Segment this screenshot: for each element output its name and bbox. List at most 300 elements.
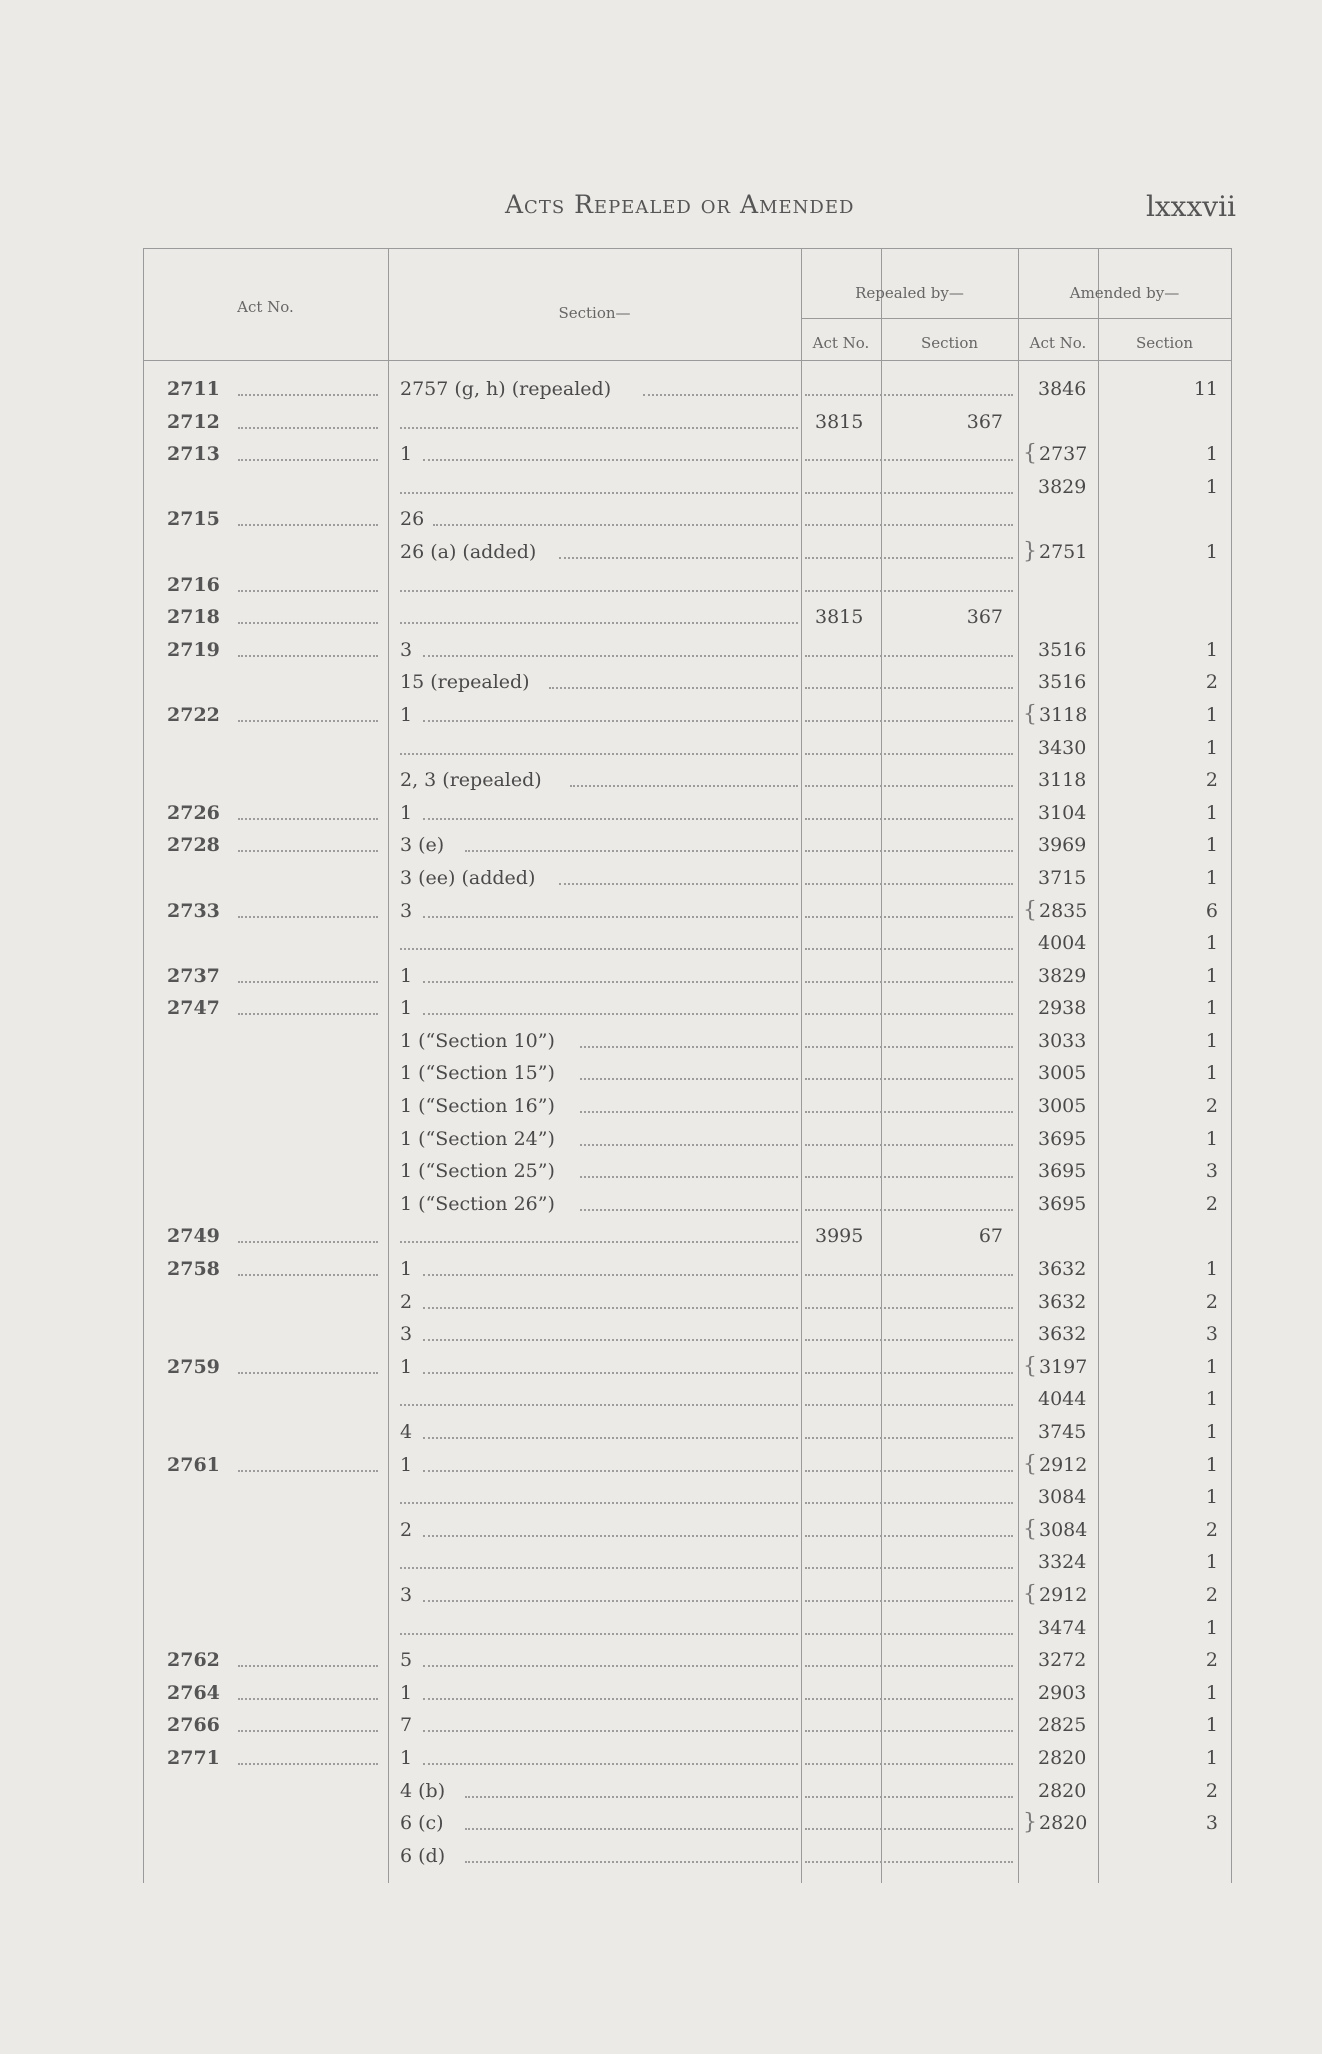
header-act-no: Act No. xyxy=(237,298,294,316)
amended-act-number xyxy=(1038,1481,1086,1514)
repealed-section-number xyxy=(903,992,1003,1025)
amended-section-number: 2 xyxy=(1205,1583,1218,1606)
act-number: 2719 xyxy=(167,638,220,661)
amended-act-text: 2820 xyxy=(1039,1812,1088,1835)
table-row xyxy=(143,1220,1233,1253)
amended-act-text: 3632 xyxy=(1038,1323,1087,1346)
amended-act-number xyxy=(1038,1546,1086,1579)
table-row xyxy=(143,862,1233,895)
amended-act-text: 2835 xyxy=(1039,899,1088,922)
leader-dots xyxy=(400,1404,798,1406)
leader-dots xyxy=(580,1176,798,1178)
section-reference xyxy=(400,569,945,602)
leader-dots xyxy=(423,1339,799,1341)
leader-dots xyxy=(423,1274,799,1276)
section-reference: 1 xyxy=(400,703,413,726)
table-row xyxy=(143,406,1233,439)
amended-act-text: 3197 xyxy=(1039,1355,1088,1378)
leader-dots xyxy=(400,590,798,592)
section-reference: 1 xyxy=(400,997,413,1020)
amended-act-text: 3430 xyxy=(1038,736,1087,759)
amended-act-text: 2751 xyxy=(1039,540,1088,563)
amended-section-number xyxy=(1123,1220,1218,1253)
table-row xyxy=(143,1188,1233,1221)
amended-act-text: 3118 xyxy=(1039,703,1088,726)
act-number: 2758 xyxy=(167,1258,220,1281)
amended-act-text: 2938 xyxy=(1038,997,1087,1020)
table-rule xyxy=(801,318,1231,319)
amended-section-number: 1 xyxy=(1205,703,1218,726)
header-amended-by: Amended by— xyxy=(1069,284,1180,302)
repealed-section-number xyxy=(903,829,1003,862)
section-reference: 1 xyxy=(400,1746,413,1769)
table-row xyxy=(143,1775,1233,1808)
amended-act-number xyxy=(1038,634,1086,667)
leader-dots xyxy=(238,1274,378,1276)
section-reference: 3 xyxy=(400,638,413,661)
leader-dots xyxy=(580,1111,798,1113)
amended-act-text: 3745 xyxy=(1038,1421,1087,1443)
brace-glyph: { xyxy=(1023,701,1037,727)
repealed-section-number xyxy=(903,1025,1003,1058)
table-row xyxy=(143,1840,1233,1873)
amended-section-number: 1 xyxy=(1205,1616,1218,1639)
amended-section-number: 1 xyxy=(1205,997,1218,1020)
repealed-section-number xyxy=(903,1155,1003,1188)
leader-dots xyxy=(400,492,798,494)
amended-act-number xyxy=(1038,1677,1086,1710)
table-row xyxy=(143,1481,1233,1514)
repealed-section-number xyxy=(903,1057,1003,1090)
amended-act-number xyxy=(1023,438,1087,471)
amended-section-number: 1 xyxy=(1205,1551,1218,1574)
amended-act-text: 3084 xyxy=(1038,1486,1087,1509)
section-reference xyxy=(400,1383,945,1416)
amended-act-number xyxy=(1023,1514,1087,1547)
act-number: 2716 xyxy=(167,573,220,596)
amended-section-number: 2 xyxy=(1205,1095,1218,1118)
amended-act-number xyxy=(1038,1253,1086,1286)
amended-act-text: 2820 xyxy=(1038,1779,1087,1802)
repealed-section-number xyxy=(903,895,1003,928)
amended-section-number: 1 xyxy=(1205,1453,1218,1476)
act-number: 2762 xyxy=(167,1649,220,1672)
amended-act-text: 3969 xyxy=(1038,834,1087,857)
section-reference: 3 (e) xyxy=(400,834,445,857)
amended-section-number: 1 xyxy=(1205,1421,1218,1443)
page-title: Acts Repealed or Amended xyxy=(505,190,855,219)
amended-act-text: 2912 xyxy=(1039,1583,1088,1606)
act-number: 2764 xyxy=(167,1681,220,1704)
amended-act-text: 4044 xyxy=(1038,1388,1087,1411)
header-amended-section: Section xyxy=(1135,334,1194,352)
leader-dots xyxy=(423,1665,799,1667)
act-number: 2718 xyxy=(167,606,220,629)
amended-act-number xyxy=(1038,1775,1086,1808)
amended-section-number: 11 xyxy=(1193,378,1218,400)
leader-dots xyxy=(238,655,378,657)
section-reference: 2, 3 (repealed) xyxy=(400,769,542,792)
repealed-act-number: 3815 xyxy=(815,606,864,629)
leader-dots xyxy=(559,883,798,885)
repealed-section-number: 67 xyxy=(978,1225,1003,1248)
amended-act-number xyxy=(1038,1742,1086,1775)
header-repealed-by: Repealed by— xyxy=(855,284,964,302)
leader-dots xyxy=(238,818,378,820)
table-row xyxy=(143,1383,1233,1416)
leader-dots xyxy=(238,916,378,918)
leader-dots xyxy=(549,687,799,689)
brace-glyph: { xyxy=(1023,897,1037,923)
section-reference: 3 xyxy=(400,1323,413,1346)
table-row xyxy=(143,797,1233,830)
section-reference xyxy=(400,1546,945,1579)
amended-act-number xyxy=(1038,1286,1086,1319)
section-reference: 26 xyxy=(400,508,425,531)
amended-act-text: 2825 xyxy=(1038,1714,1087,1737)
brace-glyph: { xyxy=(1023,1516,1037,1542)
table-row xyxy=(143,829,1233,862)
table-row xyxy=(143,1579,1233,1612)
leader-dots xyxy=(423,1698,799,1700)
repealed-section-number xyxy=(903,503,1003,536)
repealed-section-number xyxy=(903,666,1003,699)
section-reference: 4 xyxy=(400,1421,413,1443)
act-number: 2759 xyxy=(167,1355,220,1378)
amended-act-text: 3829 xyxy=(1038,964,1087,987)
leader-dots xyxy=(238,459,378,461)
leader-dots xyxy=(423,1600,799,1602)
repealed-section-number xyxy=(903,1188,1003,1221)
amended-act-number xyxy=(1023,1579,1087,1612)
amended-section-number: 6 xyxy=(1205,899,1218,922)
table-row xyxy=(143,1677,1233,1710)
table-row xyxy=(143,1351,1233,1384)
leader-dots xyxy=(423,1730,799,1732)
amended-act-text: 3829 xyxy=(1038,475,1087,498)
repealed-section-number: 367 xyxy=(966,606,1003,629)
table-row xyxy=(143,1644,1233,1677)
leader-dots xyxy=(238,524,378,526)
section-reference: 2757 (g, h) (repealed) xyxy=(400,378,612,400)
table-row xyxy=(143,1612,1233,1645)
leader-dots xyxy=(423,1437,799,1439)
leader-dots xyxy=(559,557,798,559)
section-reference: 5 xyxy=(400,1649,413,1672)
repealed-section-number xyxy=(903,1514,1003,1547)
leader-dots xyxy=(423,916,799,918)
amended-act-number xyxy=(1038,992,1086,1025)
leader-dots xyxy=(570,785,799,787)
table-row xyxy=(143,1090,1233,1123)
leader-dots xyxy=(238,1241,378,1243)
amended-act-number xyxy=(1038,862,1086,895)
table-row xyxy=(143,373,1233,406)
repealed-section-number xyxy=(903,1416,1003,1449)
leader-dots xyxy=(400,1502,798,1504)
leader-dots xyxy=(580,1078,798,1080)
amended-act-text: 3846 xyxy=(1038,378,1087,400)
act-number: 2771 xyxy=(167,1746,220,1769)
act-number: 2713 xyxy=(167,443,220,466)
repealed-act-number: 3815 xyxy=(815,410,864,433)
repealed-section-number xyxy=(903,1709,1003,1742)
amended-section-number: 1 xyxy=(1205,443,1218,466)
table-row xyxy=(143,1318,1233,1351)
table-row xyxy=(143,1155,1233,1188)
amended-act-text: 3005 xyxy=(1038,1095,1087,1118)
table-rule xyxy=(143,248,1232,249)
repealed-section-number xyxy=(903,1742,1003,1775)
amended-act-text: 2737 xyxy=(1039,443,1088,466)
amended-section-number: 1 xyxy=(1205,1355,1218,1378)
amended-section-number: 2 xyxy=(1205,1192,1218,1215)
repealed-section-number xyxy=(903,1840,1003,1873)
leader-dots xyxy=(238,720,378,722)
table-row xyxy=(143,1025,1233,1058)
act-number: 2747 xyxy=(167,997,220,1020)
leader-dots xyxy=(423,818,799,820)
brace-glyph: { xyxy=(1023,1353,1037,1379)
section-reference: 1 xyxy=(400,1681,413,1704)
leader-dots xyxy=(580,1209,798,1211)
section-reference: 1 (“Section 10”) xyxy=(400,1029,555,1052)
repealed-section-number xyxy=(903,862,1003,895)
amended-act-text: 3632 xyxy=(1038,1258,1087,1281)
amended-section-number: 2 xyxy=(1205,1518,1218,1541)
repealed-section-number xyxy=(903,797,1003,830)
amended-act-text: 3715 xyxy=(1038,866,1087,889)
amended-section-number xyxy=(1123,601,1218,634)
repealed-section-number xyxy=(903,471,1003,504)
table-row xyxy=(143,536,1233,569)
amended-act-text: 3084 xyxy=(1039,1518,1088,1541)
amended-act-number xyxy=(1038,373,1086,406)
act-number: 2726 xyxy=(167,801,220,824)
page-number: lxxxvii xyxy=(1145,190,1236,223)
leader-dots xyxy=(465,1828,799,1830)
header-section: Section— xyxy=(558,304,631,322)
amended-section-number: 1 xyxy=(1205,801,1218,824)
act-number: 2712 xyxy=(167,410,220,433)
leader-dots xyxy=(238,1763,378,1765)
table-row xyxy=(143,569,1233,602)
repealed-act-number: 3995 xyxy=(815,1225,864,1248)
amended-section-number: 2 xyxy=(1205,671,1218,694)
act-number: 2733 xyxy=(167,899,220,922)
table-row xyxy=(143,1286,1233,1319)
section-reference: 3 xyxy=(400,1583,413,1606)
amended-act-text: 2912 xyxy=(1039,1453,1088,1476)
amended-section-number: 2 xyxy=(1205,1290,1218,1313)
amended-section-number xyxy=(1123,406,1218,439)
act-number: 2749 xyxy=(167,1225,220,1248)
leader-dots xyxy=(580,1144,798,1146)
amended-act-text: 3516 xyxy=(1038,671,1087,694)
repealed-section-number xyxy=(903,1123,1003,1156)
leader-dots xyxy=(238,622,378,624)
amended-act-number xyxy=(1038,732,1086,765)
leader-dots xyxy=(238,850,378,852)
leader-dots xyxy=(465,1796,799,1798)
table-row xyxy=(143,1123,1233,1156)
amended-act-number xyxy=(1038,1123,1086,1156)
leader-dots xyxy=(423,1470,799,1472)
amended-act-text: 2820 xyxy=(1038,1746,1087,1769)
amended-act-number xyxy=(1038,1057,1086,1090)
section-reference: 1 xyxy=(400,1355,413,1378)
amended-act-text: 3516 xyxy=(1038,638,1087,661)
amended-section-number: 1 xyxy=(1205,1681,1218,1704)
amended-act-number xyxy=(1038,1416,1086,1449)
amended-section-number: 1 xyxy=(1205,932,1218,955)
table-row xyxy=(143,438,1233,471)
repealed-section-number xyxy=(903,927,1003,960)
table-row xyxy=(143,634,1233,667)
leader-dots xyxy=(465,850,799,852)
amended-section-number: 1 xyxy=(1205,1388,1218,1411)
table-row xyxy=(143,1514,1233,1547)
amended-section-number: 1 xyxy=(1205,1258,1218,1281)
table-row xyxy=(143,503,1233,536)
section-reference xyxy=(400,732,945,765)
brace-glyph: } xyxy=(1023,538,1037,564)
section-reference: 4 (b) xyxy=(400,1779,446,1802)
table-row xyxy=(143,960,1233,993)
repealed-section-number xyxy=(903,699,1003,732)
amended-act-number xyxy=(1038,1155,1086,1188)
leader-dots xyxy=(423,459,799,461)
repealed-section-number xyxy=(903,1677,1003,1710)
leader-dots xyxy=(238,1470,378,1472)
amended-section-number: 1 xyxy=(1205,1746,1218,1769)
section-reference: 3 xyxy=(400,899,413,922)
page-header xyxy=(0,190,1322,240)
amended-section-number xyxy=(1123,1840,1218,1873)
amended-section-number: 1 xyxy=(1205,1029,1218,1052)
section-reference: 7 xyxy=(400,1714,413,1737)
table-row xyxy=(143,601,1233,634)
amended-act-number xyxy=(1038,1644,1086,1677)
leader-dots xyxy=(423,981,799,983)
amended-act-text: 4004 xyxy=(1038,932,1087,955)
amended-act-number xyxy=(1038,927,1086,960)
amended-act-number xyxy=(1038,1709,1086,1742)
section-reference: 1 xyxy=(400,964,413,987)
amended-section-number: 1 xyxy=(1205,475,1218,498)
leader-dots xyxy=(238,981,378,983)
section-reference: 26 (a) (added) xyxy=(400,540,537,563)
section-reference xyxy=(400,927,945,960)
amended-section-number: 1 xyxy=(1205,736,1218,759)
table-row xyxy=(143,732,1233,765)
repealed-section-number xyxy=(903,1383,1003,1416)
amended-section-number: 2 xyxy=(1205,1779,1218,1802)
leader-dots xyxy=(400,753,798,755)
section-reference: 1 xyxy=(400,801,413,824)
leader-dots xyxy=(238,1698,378,1700)
amended-section-number: 1 xyxy=(1205,964,1218,987)
repealed-section-number xyxy=(903,536,1003,569)
section-reference: 1 xyxy=(400,1453,413,1476)
table-row xyxy=(143,1807,1233,1840)
amended-section-number xyxy=(1123,569,1218,602)
amended-section-number: 1 xyxy=(1205,638,1218,661)
table-row xyxy=(143,699,1233,732)
amended-act-text: 3104 xyxy=(1038,801,1087,824)
amended-act-text: 3632 xyxy=(1038,1290,1087,1313)
brace-glyph: { xyxy=(1023,1581,1037,1607)
leader-dots xyxy=(423,655,799,657)
leader-dots xyxy=(238,1013,378,1015)
amended-section-number: 1 xyxy=(1205,1486,1218,1509)
repealed-section-number xyxy=(903,1579,1003,1612)
leader-dots xyxy=(423,1013,799,1015)
amended-act-number xyxy=(1023,895,1087,928)
section-reference: 1 (“Section 24”) xyxy=(400,1127,555,1150)
amended-act-text: 3272 xyxy=(1038,1649,1087,1672)
leader-dots xyxy=(400,622,798,624)
leader-dots xyxy=(423,1307,799,1309)
leader-dots xyxy=(423,1763,799,1765)
act-number: 2728 xyxy=(167,834,220,857)
amended-act-text: 3474 xyxy=(1038,1616,1087,1639)
table-row xyxy=(143,1546,1233,1579)
amended-section-number: 2 xyxy=(1205,1649,1218,1672)
section-reference: 2 xyxy=(400,1290,413,1313)
section-reference: 1 (“Section 25”) xyxy=(400,1160,555,1183)
leader-dots xyxy=(400,427,798,429)
amended-act-number xyxy=(1038,1188,1086,1221)
amended-section-number xyxy=(1123,503,1218,536)
section-reference: 6 (c) xyxy=(400,1812,444,1835)
table-row xyxy=(143,471,1233,504)
leader-dots xyxy=(400,948,798,950)
section-reference: 15 (repealed) xyxy=(400,671,530,694)
repealed-section-number xyxy=(903,438,1003,471)
repealed-section-number: 367 xyxy=(966,410,1003,433)
leader-dots xyxy=(400,1567,798,1569)
brace-glyph: } xyxy=(1023,1810,1037,1836)
repealed-section-number xyxy=(903,634,1003,667)
amended-act-text: 3695 xyxy=(1038,1192,1087,1215)
amended-section-number: 1 xyxy=(1205,1062,1218,1085)
repealed-section-number xyxy=(903,1612,1003,1645)
header-repealed-act-no: Act No. xyxy=(812,334,870,352)
table-row xyxy=(143,992,1233,1025)
leader-dots xyxy=(580,1046,798,1048)
act-number: 2766 xyxy=(167,1714,220,1737)
table-row xyxy=(143,764,1233,797)
repealed-section-number xyxy=(903,764,1003,797)
section-reference: 1 (“Section 15”) xyxy=(400,1062,555,1085)
amended-act-number xyxy=(1038,1612,1086,1645)
repealed-section-number xyxy=(903,1286,1003,1319)
amended-act-number xyxy=(1038,471,1086,504)
amended-act-number xyxy=(1038,797,1086,830)
repealed-section-number xyxy=(903,1481,1003,1514)
amended-act-number xyxy=(1023,536,1087,569)
amended-section-number: 1 xyxy=(1205,1127,1218,1150)
section-reference: 6 (d) xyxy=(400,1844,446,1867)
amended-act-text: 3695 xyxy=(1038,1160,1087,1183)
amended-act-number xyxy=(1038,764,1086,797)
table-row xyxy=(143,1449,1233,1482)
amended-section-number: 1 xyxy=(1205,1714,1218,1737)
repealed-section-number xyxy=(903,1449,1003,1482)
amended-act-text: 3118 xyxy=(1038,769,1087,792)
amended-act-number xyxy=(1038,1025,1086,1058)
